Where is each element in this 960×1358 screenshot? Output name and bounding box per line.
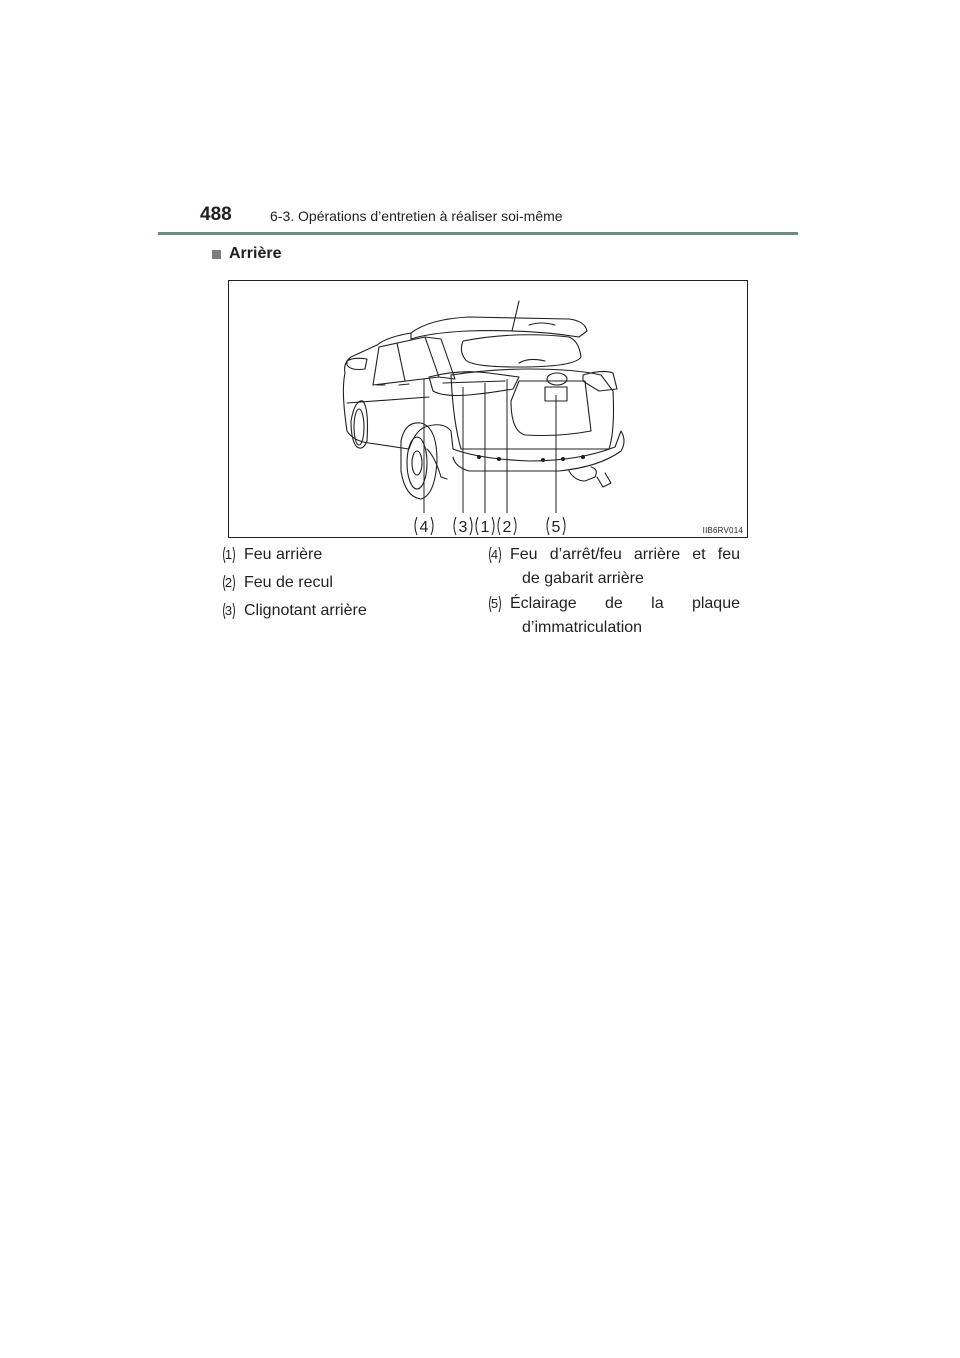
callout-2-label: 2: [502, 519, 512, 536]
callout-1-label: 1: [480, 519, 490, 536]
callout-3: [454, 517, 472, 536]
callout-1: [476, 517, 494, 536]
figure-rear-lights: [228, 280, 748, 538]
number-badge-1: 1: [222, 546, 236, 564]
header-rule: [158, 232, 798, 235]
callout-5: [547, 517, 565, 536]
legend-text-2: Feu de recul: [244, 574, 333, 591]
legend-text-5-line2: d’immatriculation: [522, 619, 643, 636]
square-icon: [212, 250, 221, 259]
callout-2: [498, 517, 516, 536]
car-rear-illustration: [229, 281, 749, 539]
legend-text-1: Feu arrière: [244, 546, 323, 563]
legend-item-5: [488, 592, 742, 640]
legend-text-4-line2: de gabarit arrière: [522, 570, 644, 587]
callout-4: [415, 517, 433, 536]
legend-text-3: Clignotant arrière: [244, 602, 367, 619]
number-badge-3: 3: [222, 602, 236, 620]
number-badge-5: 5: [488, 595, 502, 613]
figure-code: IIB6RV014: [702, 526, 743, 535]
legend-text-4-line1: Feu d’arrêt/feu arrière et feu: [510, 546, 740, 563]
legend-item-3: [222, 599, 452, 623]
section-title: [212, 245, 281, 263]
legend-text-5-line1: Éclairage de la plaque: [510, 595, 740, 612]
legend-item-4: [488, 543, 742, 591]
chapter-title: 6-3. Opérations d’entretien à réaliser soi-même: [270, 208, 563, 224]
legend-item-2: [222, 571, 452, 595]
number-badge-4: 4: [488, 546, 502, 564]
callout-4-label: 4: [419, 519, 429, 536]
number-badge-2: 2: [222, 574, 236, 592]
page-number: 488: [200, 204, 232, 225]
legend-item-1: [222, 543, 452, 567]
callout-5-label: 5: [551, 519, 561, 536]
callout-3-label: 3: [458, 519, 468, 536]
section-title-text: Arrière: [229, 245, 282, 262]
